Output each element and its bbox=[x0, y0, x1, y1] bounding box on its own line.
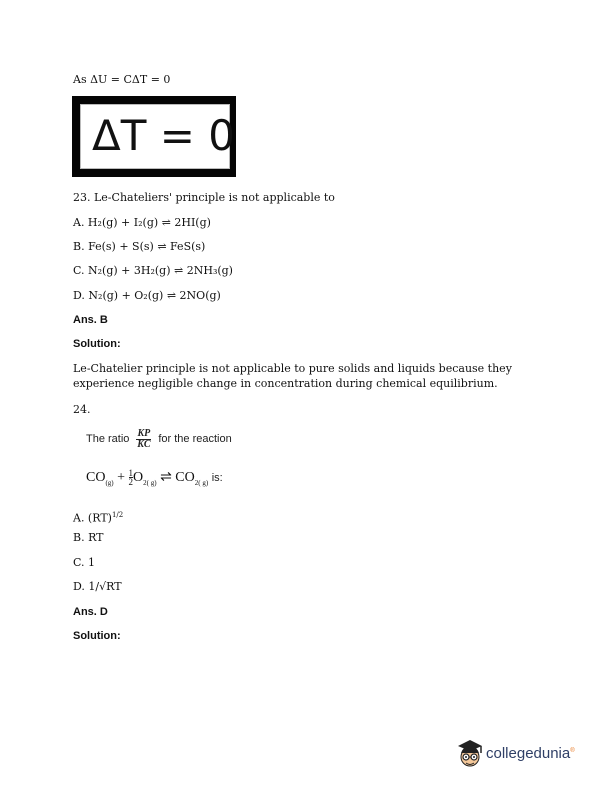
delta-t-equation: ΔT = 0 bbox=[92, 111, 236, 160]
option-23-a: A. H₂(g) + I₂(g) ⇌ 2HI(g) bbox=[73, 216, 211, 229]
kp-over-kc-fraction bbox=[136, 429, 151, 450]
logo-registered-mark: ® bbox=[570, 748, 575, 754]
option-24-a bbox=[73, 508, 123, 526]
question-24: 24. bbox=[73, 403, 91, 416]
logo-text: collegedunia bbox=[486, 745, 571, 762]
solution-23-text: Le-Chatelier principle is not applicable to pure solids and liquids because they experience negligible change in concentration during chemical equilibrium. bbox=[73, 362, 512, 390]
option-23-b: B. Fe(s) + S(s) ⇌ FeS(s) bbox=[73, 240, 206, 253]
ratio-line bbox=[86, 428, 232, 450]
collegedunia-wordmark bbox=[486, 745, 575, 762]
graduate-mascot-icon bbox=[455, 737, 485, 771]
option-23-d: D. N₂(g) + O₂(g) ⇌ 2NO(g) bbox=[73, 289, 221, 302]
option-24-a-text: A. (RT) bbox=[73, 511, 112, 525]
option-24-d: D. 1/√RT bbox=[73, 580, 122, 593]
kc-denominator: KC bbox=[137, 438, 151, 450]
reaction-equation bbox=[86, 468, 223, 493]
collegedunia-logo bbox=[455, 735, 585, 775]
kp-numerator: KP bbox=[137, 427, 151, 439]
solution-label-23: Solution: bbox=[73, 338, 121, 350]
reaction-is: is: bbox=[211, 472, 223, 484]
ratio-prefix: The ratio bbox=[86, 433, 130, 445]
option-24-a-exponent: 1/2 bbox=[111, 511, 124, 519]
option-23-c: C. N₂(g) + 3H₂(g) ⇌ 2NH₃(g) bbox=[73, 264, 233, 277]
solution-label-24: Solution: bbox=[73, 630, 121, 642]
ratio-suffix: for the reaction bbox=[158, 433, 232, 445]
option-24-b: B. RT bbox=[73, 531, 104, 544]
option-24-c: C. 1 bbox=[73, 556, 96, 569]
reaction-formula: $CO_{(g)}$ + $\frac{1}{2}$ $O_{2( g)}$ ⇌ $CO_{2( g)}$ bbox=[86, 468, 209, 488]
answer-24: Ans. D bbox=[73, 606, 108, 618]
question-23: 23. Le-Chateliers' principle is not applicable to bbox=[73, 191, 335, 204]
as-delta-u-line: As ΔU = CΔT = 0 bbox=[73, 73, 171, 86]
answer-23: Ans. B bbox=[73, 314, 108, 326]
